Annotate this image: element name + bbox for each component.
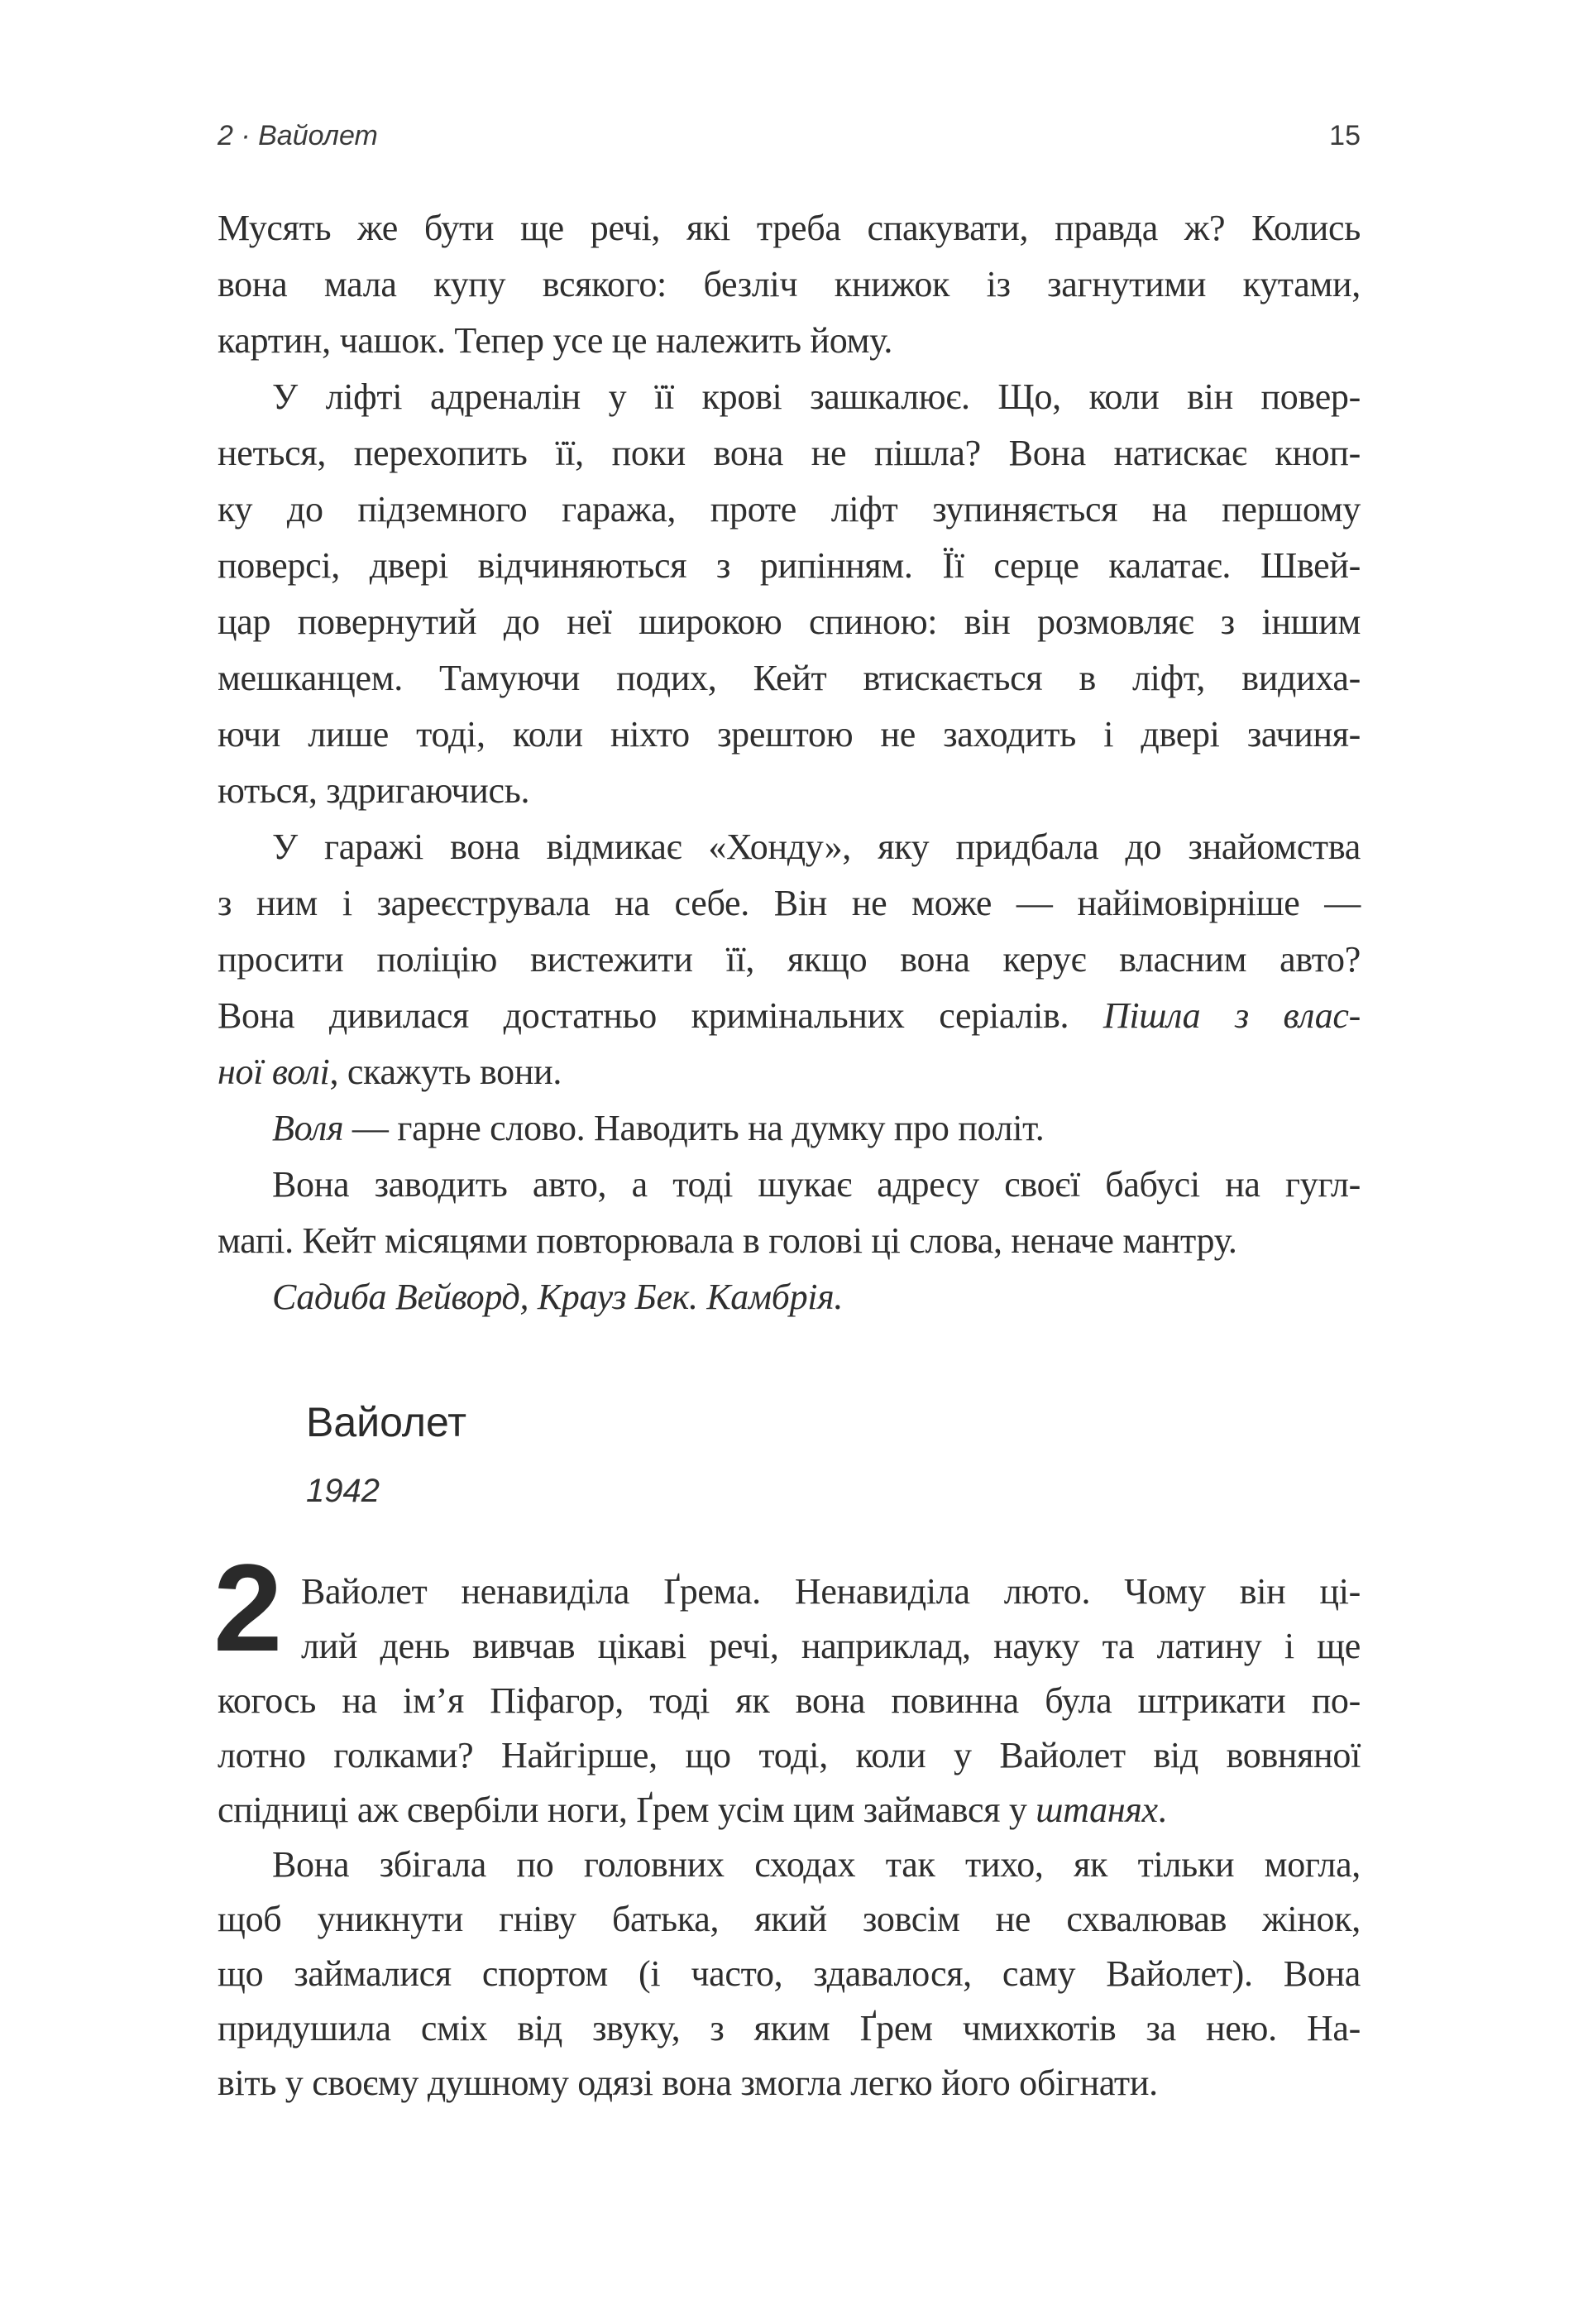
text-line bbox=[218, 1838, 1361, 1892]
body-text-section-2 bbox=[218, 1565, 1361, 2111]
text-line bbox=[218, 425, 1361, 482]
text: ються, здригаючись. bbox=[218, 770, 530, 811]
text: Вона заводить авто, а тоді шукає адресу своєї бабусі на гугл- bbox=[272, 1164, 1361, 1205]
text: мапі. Кейт місяцями повторювала в голові ці слова, неначе мантру. bbox=[218, 1220, 1237, 1261]
text-line bbox=[218, 1947, 1361, 2001]
text-line bbox=[218, 932, 1361, 988]
italic-text: штанях bbox=[1036, 1790, 1158, 1830]
italic-text: Садиба Вейворд, Крауз Бек. Камбрія. bbox=[272, 1277, 844, 1317]
text-line bbox=[218, 1619, 1361, 1674]
text-line bbox=[218, 763, 1361, 819]
text-line bbox=[218, 482, 1361, 538]
text-line bbox=[218, 1892, 1361, 1947]
text-line bbox=[218, 1728, 1361, 1783]
text-line bbox=[218, 707, 1361, 763]
page-number: 15 bbox=[1329, 120, 1361, 151]
text-line bbox=[218, 1044, 1361, 1100]
italic-text: Воля bbox=[272, 1108, 344, 1148]
text-line bbox=[218, 313, 1361, 369]
text-line bbox=[218, 369, 1361, 425]
text: Мусять же бути ще речі, які треба спакувати, правда ж? Колись bbox=[218, 208, 1361, 248]
text-line bbox=[218, 2001, 1361, 2056]
text: Вайолет ненавиділа Ґрема. Ненавиділа люто. Чому він ці- bbox=[301, 1571, 1361, 1612]
text-line bbox=[218, 1157, 1361, 1213]
text: — гарне слово. Наводить на думку про політ. bbox=[343, 1108, 1045, 1148]
text-line bbox=[218, 1783, 1361, 1838]
text-line bbox=[218, 1269, 1361, 1325]
text-line bbox=[218, 650, 1361, 707]
text-line bbox=[218, 200, 1361, 256]
text-line bbox=[218, 988, 1361, 1044]
body-text-section-1 bbox=[218, 200, 1361, 1325]
text: картин, чашок. Тепер усе це належить йому. bbox=[218, 320, 893, 361]
text: У ліфті адреналін у її крові зашкалює. Що, коли він повер- bbox=[272, 376, 1361, 417]
text: просити поліцію вистежити її, якщо вона керує власним авто? bbox=[218, 939, 1361, 980]
text-line bbox=[218, 2056, 1361, 2111]
drop-cap: 2 bbox=[213, 1538, 283, 1677]
text-line bbox=[218, 875, 1361, 932]
text-line bbox=[218, 1674, 1361, 1728]
text: У гаражі вона відмикає «Хонду», яку придбала до знайомства bbox=[272, 827, 1361, 867]
text: , скажуть вони. bbox=[329, 1052, 562, 1092]
text-line bbox=[218, 594, 1361, 650]
text: придушила сміх від звуку, з яким Ґрем чмихкотів за нею. На- bbox=[218, 2008, 1361, 2048]
italic-text: Пішла з влас- bbox=[1103, 995, 1361, 1036]
text: ку до підземного гаража, проте ліфт зупиняється на першому bbox=[218, 489, 1361, 529]
text: спідниці аж свербіли ноги, Ґрем усім цим займався у bbox=[218, 1790, 1036, 1830]
text: . bbox=[1157, 1790, 1167, 1830]
italic-text: ної волі bbox=[218, 1052, 330, 1092]
text: з ним і зареєструвала на себе. Він не може — найімовірніше — bbox=[218, 883, 1361, 923]
text: щоб уникнути гніву батька, який зовсім не схвалював жінок, bbox=[218, 1899, 1361, 1939]
text: цар повернутий до неї широкою спиною: він розмовляє з іншим bbox=[218, 601, 1361, 642]
text: Вона дивилася достатньо кримінальних серіалів. bbox=[218, 995, 1103, 1036]
text: лотно голками? Найгірше, що тоді, коли у Вайолет від вовняної bbox=[218, 1735, 1361, 1775]
text-line bbox=[218, 1100, 1361, 1157]
text-line bbox=[218, 538, 1361, 594]
text: поверсі, двері відчиняються з рипінням. Її серце калатає. Швей- bbox=[218, 545, 1361, 586]
chapter-year: 1942 bbox=[306, 1473, 380, 1509]
text: віть у своєму душному одязі вона змогла легко його обігнати. bbox=[218, 2063, 1158, 2103]
text: когось на ім’я Піфагор, тоді як вона повинна була штрикати по- bbox=[218, 1680, 1361, 1721]
running-head: 2 · Вайолет bbox=[218, 120, 378, 151]
text-line bbox=[218, 1565, 1361, 1619]
text-line bbox=[218, 256, 1361, 313]
text: що займалися спортом (і часто, здавалося, саму Вайолет). Вона bbox=[218, 1953, 1361, 1994]
text: неться, перехопить її, поки вона не пішла? Вона натискає кноп- bbox=[218, 433, 1361, 473]
text: ючи лише тоді, коли ніхто зрештою не заходить і двері зачиня- bbox=[218, 714, 1361, 755]
chapter-title: Вайолет bbox=[306, 1399, 467, 1445]
text: вона мала купу всякого: безліч книжок із загнутими кутами, bbox=[218, 264, 1361, 304]
text-line bbox=[218, 1213, 1361, 1269]
text: лий день вивчав цікаві речі, наприклад, науку та латину і ще bbox=[301, 1626, 1361, 1666]
text: мешканцем. Тамуючи подих, Кейт втискається в ліфт, видиха- bbox=[218, 658, 1361, 698]
text: Вона збігала по головних сходах так тихо, як тільки могла, bbox=[272, 1844, 1361, 1885]
text-line bbox=[218, 819, 1361, 875]
